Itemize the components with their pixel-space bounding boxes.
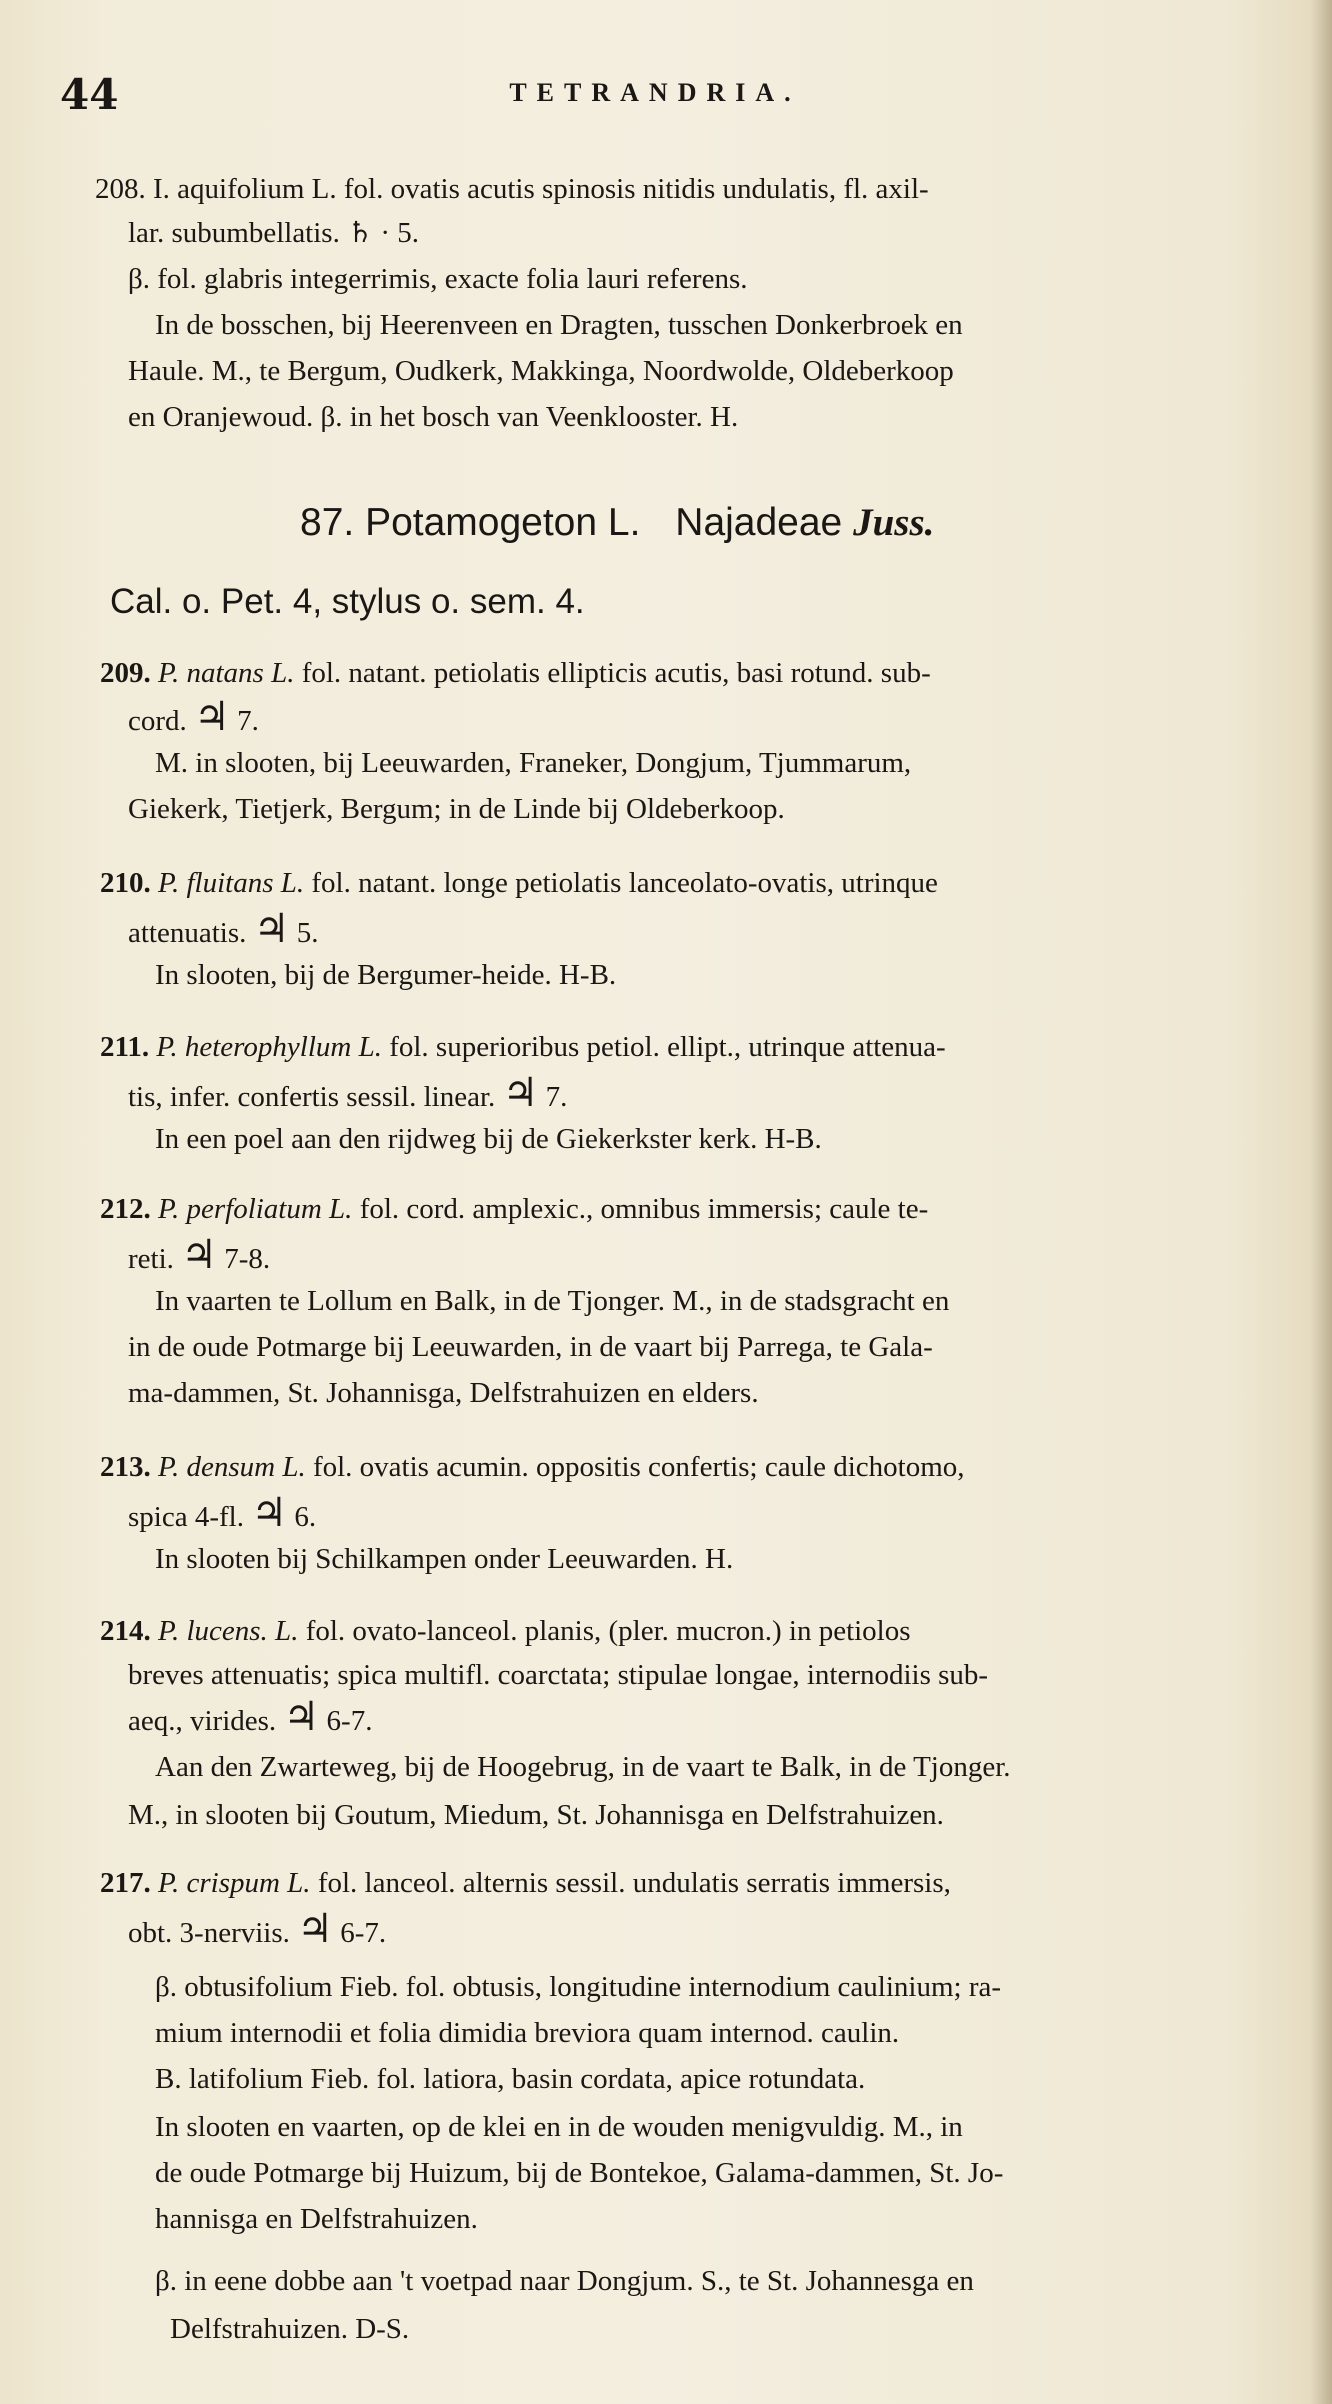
entry-line [100,1866,951,1900]
entry-description: spica 4-fl. [128,1501,244,1533]
entry-number: 210. [100,867,151,899]
entry-line [128,1070,568,1116]
entry-description: fol. superioribus petiol. ellipt., utrinque attenua- [389,1031,946,1063]
entry-description: fol. ovato-lanceol. planis, (pler. mucron.) in petiolos [305,1615,911,1647]
entry-line [128,1490,317,1536]
text-line: β. fol. glabris integerrimis, exacte folia lauri referens. [128,263,748,295]
perennial-symbol: ♃ [181,1232,218,1278]
locality-line: Aan den Zwarteweg, bij de Hoogebrug, in de vaart te Balk, in de Tjonger. [155,1751,1011,1783]
flowering-month: 7-8. [224,1243,271,1275]
entry-number: 214. [100,1615,151,1647]
entry-description: fol. natant. longe petiolatis lanceolato-ovatis, utrinque [311,867,938,899]
locality-line: β. in eene dobbe aan 't voetpad naar Dongjum. S., te St. Johannesga en [155,2265,974,2297]
entry-description: cord. [128,705,187,737]
page-header [60,70,1250,130]
locality-line: In slooten, bij de Bergumer-heide. H-B. [155,959,617,991]
entry-description: fol. cord. amplexic., omnibus immersis; caule te- [359,1193,929,1225]
flowering-month: 6-7. [340,1917,387,1949]
text-line: en Oranjewoud. β. in het bosch van Veenklooster. H. [128,401,739,433]
perennial-symbol: ♃ [283,1694,320,1740]
locality-line: de oude Potmarge bij Huizum, bij de Bontekoe, Galama-dammen, St. Jo- [155,2157,1004,2189]
variety-line: B. latifolium Fieb. fol. latiora, basin cordata, apice rotundata. [155,2063,866,2095]
entry-description: reti. [128,1243,174,1275]
entry-line [128,906,319,952]
entry-number: 217. [100,1867,151,1899]
species-name: P. densum L. [158,1451,306,1483]
perennial-symbol: ♃ [502,1070,539,1116]
flowering-month: 7. [545,1081,568,1113]
entry-number: 211. [100,1031,150,1063]
entry-description: fol. lanceol. alternis sessil. undulatis serratis immersis, [317,1867,951,1899]
variety-line: β. obtusifolium Fieb. fol. obtusis, longitudine internodium caulinium; ra- [155,1971,1002,2003]
entry-number: 213. [100,1451,151,1483]
genus-number: 87. [300,501,355,544]
perennial-symbol: ♃ [194,694,230,740]
species-name: P. natans L. [158,657,295,689]
entry-line [100,1614,911,1648]
variety-line: mium internodii et folia dimidia breviora quam internod. caulin. [155,2017,900,2049]
page-spine-shadow [1310,0,1332,2404]
locality-line: in de oude Potmarge bij Leeuwarden, in de vaart bij Parrega, te Gala- [128,1331,933,1363]
entry-description: fol. ovatis acumin. oppositis confertis; caule dichotomo, [312,1451,965,1483]
text-line: In de bosschen, bij Heerenveen en Dragten, tusschen Donkerbroek en [155,309,963,341]
running-head: TETRANDRIA. [509,78,801,107]
entry-line [128,1906,387,1952]
entry-description: tis, infer. confertis sessil. linear. [128,1081,496,1113]
family-author: Juss. [853,501,935,544]
entry-description: fol. natant. petiolatis ellipticis acutis, basi rotund. sub- [301,657,931,689]
locality-line: In slooten en vaarten, op de klei en in de wouden menigvuldig. M., in [155,2111,963,2143]
entry-line [100,1450,965,1484]
entry-line [128,694,259,740]
perennial-symbol: ♃ [297,1906,334,1952]
species-name: P. perfoliatum L. [158,1193,353,1225]
entry-line [100,1030,946,1064]
entry-line [128,1232,271,1278]
entry-line [128,1694,373,1740]
locality-line: M., in slooten bij Goutum, Miedum, St. Johannisga en Delfstrahuizen. [128,1799,944,1831]
family-name: Najadeae [675,501,843,544]
entry-description: aeq., virides. [128,1705,277,1737]
perennial-symbol: ♃ [253,906,290,952]
locality-line: ma-dammen, St. Johannisga, Delfstrahuizen en elders. [128,1377,759,1409]
locality-line: In slooten bij Schilkampen onder Leeuwarden. H. [155,1543,734,1575]
genus-name: Potamogeton L. [365,501,641,544]
entry-number: 209. [100,657,151,689]
text-line: 208. I. aquifolium L. fol. ovatis acutis spinosis nitidis undulatis, fl. axil- [95,173,929,205]
flowering-month: 5. [296,917,319,949]
locality-line: hannisga en Delfstrahuizen. [155,2203,478,2235]
species-name: P. lucens. L. [158,1615,299,1647]
species-name: P. heterophyllum L. [156,1031,382,1063]
entry-line [100,1192,928,1226]
locality-line: In een poel aan den rijdweg bij de Giekerkster kerk. H-B. [155,1123,822,1155]
flowering-month: 6-7. [326,1705,373,1737]
entry-line [100,866,938,900]
perennial-symbol: ♃ [251,1490,288,1536]
species-name: P. crispum L. [158,1867,311,1899]
locality-line: In vaarten te Lollum en Balk, in de Tjonger. M., in de stadsgracht en [155,1285,950,1317]
flowering-month: 6. [294,1501,317,1533]
genus-heading [300,500,934,545]
entry-line [100,656,931,690]
locality-line: M. in slooten, bij Leeuwarden, Franeker, Dongjum, Tjummarum, [155,747,912,779]
text-line: Haule. M., te Bergum, Oudkerk, Makkinga, Noordwolde, Oldeberkoop [128,355,954,387]
text-line: lar. subumbellatis. ♄ · 5. [128,217,419,249]
entry-description: obt. 3-nerviis. [128,1917,290,1949]
entry-description: attenuatis. [128,917,247,949]
flowering-month: 7. [237,705,259,737]
genus-character: Cal. o. Pet. 4, stylus o. sem. 4. [110,582,585,621]
page-number: 44 [60,70,119,119]
species-name: P. fluitans L. [158,867,305,899]
locality-line: Delfstrahuizen. D-S. [170,2313,410,2345]
entry-number: 212. [100,1193,151,1225]
entry-line: breves attenuatis; spica multifl. coarctata; stipulae longae, internodiis sub- [128,1659,989,1691]
locality-line: Giekerk, Tietjerk, Bergum; in de Linde bij Oldeberkoop. [128,793,785,825]
